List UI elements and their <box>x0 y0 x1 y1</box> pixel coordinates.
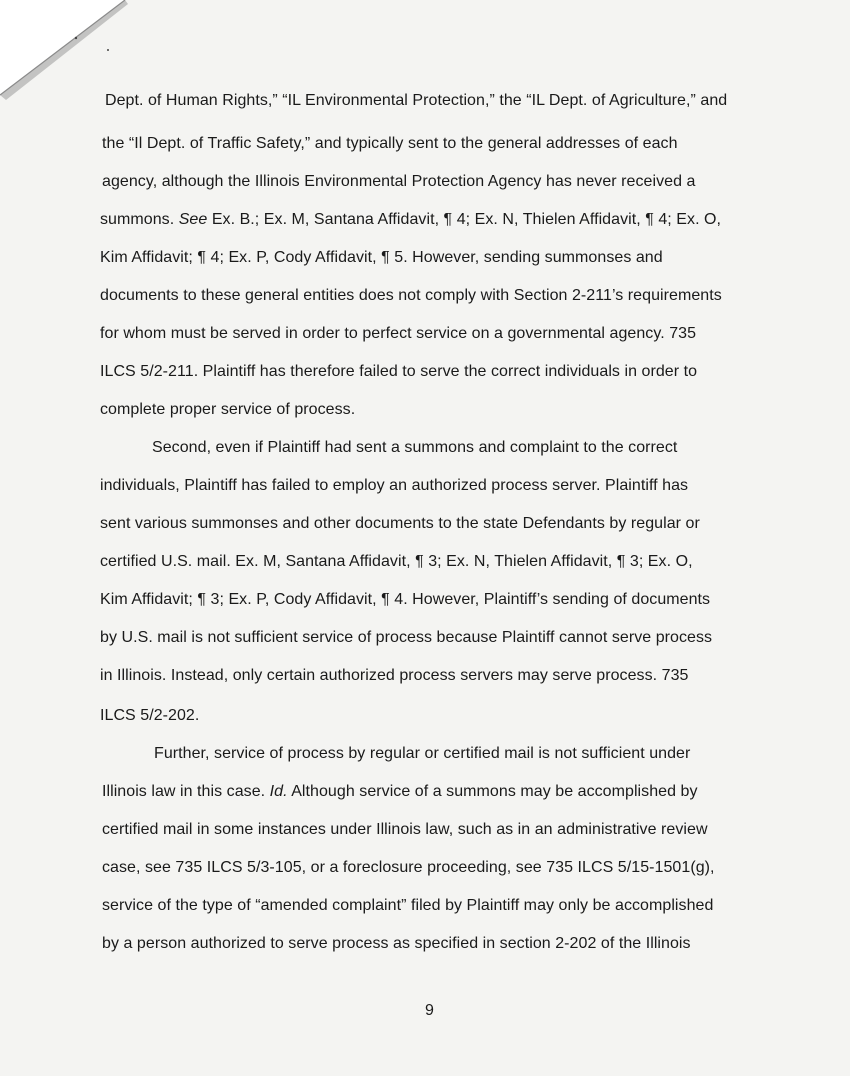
text-line: Kim Affidavit; ¶ 3; Ex. P, Cody Affidavit, ¶ 4. However, Plaintiff’s sending of documents <box>100 591 711 608</box>
text-line: Dept. of Human Rights,” “IL Environmental Protection,” the “IL Dept. of Agriculture,” and <box>105 92 728 109</box>
text-line: Kim Affidavit; ¶ 4; Ex. P, Cody Affidavit, ¶ 5. However, sending summonses and <box>100 249 663 266</box>
text-line: ILCS 5/2-211. Plaintiff has therefore failed to serve the correct individuals in order to <box>100 363 698 380</box>
text-line: Further, service of process by regular or certified mail is not sufficient under <box>154 745 691 762</box>
page-number: 9 <box>425 1002 434 1019</box>
text-line: the “Il Dept. of Traffic Safety,” and typically sent to the general addresses of each <box>102 135 678 152</box>
citation-signal: Id. <box>269 783 288 800</box>
text-line: for whom must be served in order to perfect service on a governmental agency. 735 <box>100 325 697 342</box>
citation-signal: See <box>178 211 208 228</box>
text-line: certified U.S. mail. Ex. M, Santana Affidavit, ¶ 3; Ex. N, Thielen Affidavit, ¶ 3; Ex. O, <box>100 553 693 570</box>
text-line: summons. See Ex. B.; Ex. M, Santana Affidavit, ¶ 4; Ex. N, Thielen Affidavit, ¶ 4; Ex. O, <box>100 211 722 228</box>
text-line: Second, even if Plaintiff had sent a summons and complaint to the correct <box>152 439 678 456</box>
text-line: in Illinois. Instead, only certain authorized process servers may serve process. 735 <box>100 667 689 684</box>
text-line: individuals, Plaintiff has failed to employ an authorized process server. Plaintiff has <box>100 477 689 494</box>
text-line: ILCS 5/2-202. <box>100 707 200 724</box>
text-line: service of the type of “amended complaint” filed by Plaintiff may only be accomplished <box>102 897 714 914</box>
text-line: Illinois law in this case. Id. Although service of a summons may be accomplished by <box>102 783 698 800</box>
text-line: case, see 735 ILCS 5/3-105, or a foreclosure proceeding, see 735 ILCS 5/15-1501(g), <box>102 859 715 876</box>
text-line: by a person authorized to serve process as specified in section 2-202 of the Illinois <box>102 935 691 952</box>
text-line: complete proper service of process. <box>100 401 356 418</box>
text-line: sent various summonses and other documents to the state Defendants by regular or <box>100 515 700 532</box>
text-line: certified mail in some instances under Illinois law, such as in an administrative review <box>102 821 708 838</box>
text-line: documents to these general entities does not comply with Section 2-211’s requirements <box>100 287 722 304</box>
text-line: by U.S. mail is not sufficient service of process because Plaintiff cannot serve process <box>100 629 713 646</box>
text-line: agency, although the Illinois Environmental Protection Agency has never received a <box>102 173 696 190</box>
